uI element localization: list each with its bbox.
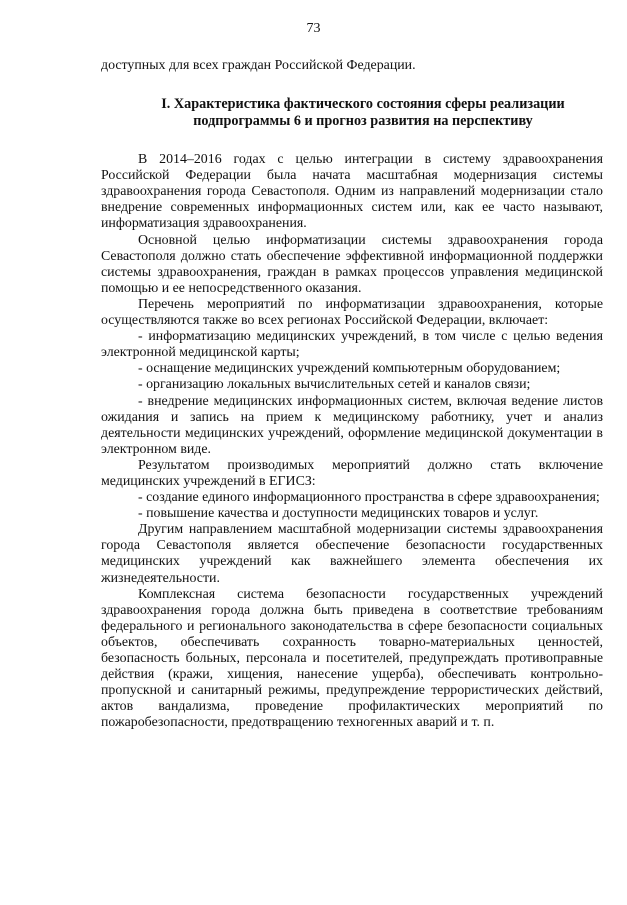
lead-line: доступных для всех граждан Российской Федерации. [101,58,416,73]
list-item: - информатизацию медицинских учреждений, в том числе с целью ведения электронной медицинской карты; [101,329,603,361]
section-heading-line-1: I. Характеристика фактического состояния сферы реализации [161,96,565,113]
page-number: 73 [306,21,321,36]
list-item: - оснащение медицинских учреждений компьютерным оборудованием; [138,361,561,377]
list-item: - повышение качества и доступности медицинских товаров и услуг. [138,506,539,522]
section-heading [101,96,603,130]
paragraph-result: Результатом производимых мероприятий должно стать включение медицинских учреждений в ЕГИСЗ: [101,457,603,489]
paragraph-complex-system: Комплексная система безопасности государственных учреждений здравоохранения города должна быть приведена в соответствие требованиям федерального и регионального законодательства в сфере безопасности социальных объектов, обеспечивать сохранность товарно-материальных ценностей, безопасность больных, персонала и посетителей, предупреждать противоправные действия (кражи, хищения, нанесение ущерба), обеспечивать контрольно-пропускной и санитарный режимы, предупреждение террористических действий, актов вандализма, проведение профилактических мероприятий по пожаробезопасности, предотвращению техногенных аварий и т. п. [101,586,603,731]
paragraph-goal: Основной целью информатизации системы здравоохранения города Севастополя должно стать обеспечение эффективной информационной поддержки системы здравоохранения, граждан в рамках процессов управления медицинской помощью и ее непосредственного оказания. [101,232,603,296]
list-item: - внедрение медицинских информационных систем, включая ведение листов ожидания и запись на прием к медицинскому работнику, учет и анализ деятельности медицинских учреждений, оформление медицинской документации в электронном виде. [101,393,603,457]
section-heading-line-2: подпрограммы 6 и прогноз развития на перспективу [193,113,533,130]
list-item: - создание единого информационного пространства в сфере здравоохранения; [138,490,600,506]
paragraph-intro: В 2014–2016 годах с целью интеграции в систему здравоохранения Российской Федерации была начата масштабная модернизация системы здравоохранения города Севастополя. Одним из направлений модернизации стало внедрение современных информационных систем или, как ее часто называют, информатизация здравоохранения. [101,152,603,232]
page-content [101,58,603,731]
paragraph-security: Другим направлением масштабной модернизации системы здравоохранения города Севастополя является обеспечение безопасности государственных медицинских учреждений как важнейшего элемента обеспечения их жизнедеятельности. [101,522,603,586]
list-item: - организацию локальных вычислительных сетей и каналов связи; [138,377,531,393]
paragraph-list-intro: Перечень мероприятий по информатизации здравоохранения, которые осуществляются также во всех регионах Российской Федерации, включает: [101,296,603,329]
